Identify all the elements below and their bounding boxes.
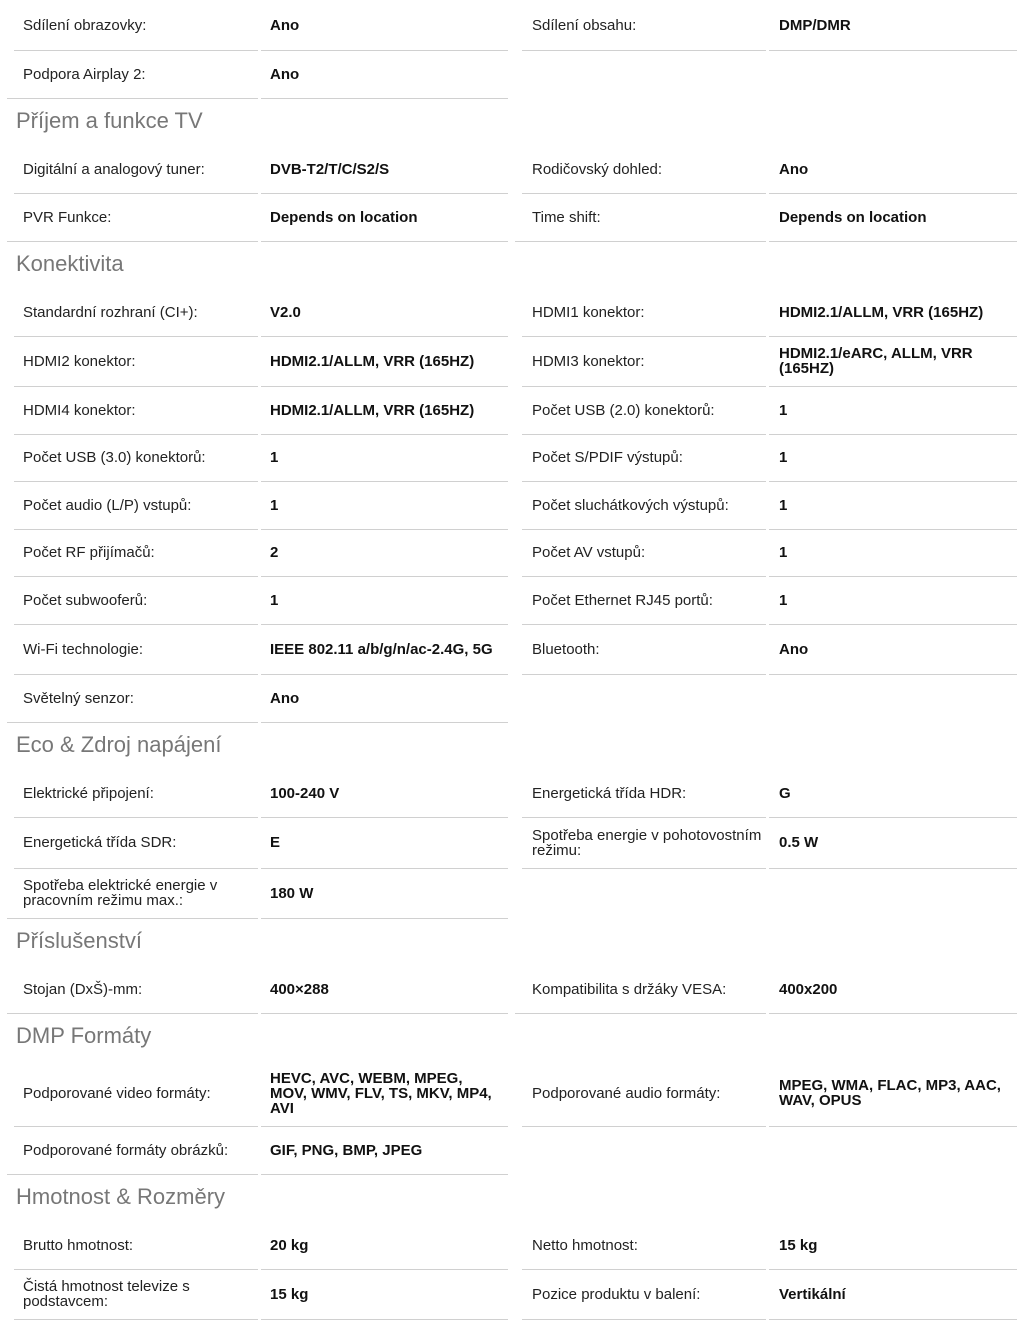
spec-value-pocet-av-vstupu: 1 bbox=[779, 544, 788, 561]
row-divider bbox=[515, 1013, 766, 1014]
spec-label-podpora-airplay-2: Podpora Airplay 2: bbox=[23, 65, 146, 83]
spec-label-brutto-hmotnost: Brutto hmotnost: bbox=[23, 1236, 134, 1254]
row-divider bbox=[769, 1013, 1017, 1014]
row-divider bbox=[7, 1174, 258, 1175]
spec-label-digitalni-a-analogovy-tuner: Digitální a analogový tuner: bbox=[23, 161, 205, 178]
spec-label-hdmi3-konektor: HDMI3 konektor: bbox=[532, 352, 645, 370]
spec-value-podporovane-audio-formaty: MPEG, WMA, FLAC, MP3, AAC, WAV, OPUS bbox=[779, 1077, 1001, 1109]
row-divider bbox=[769, 241, 1017, 242]
spec-value-digitalni-a-analogovy-tuner: DVB-T2/T/C/S2/S bbox=[270, 161, 390, 178]
spec-value-pocet-s-pdif-vystupu: 1 bbox=[779, 449, 788, 466]
row-divider bbox=[769, 50, 1017, 51]
section-heading: Příjem a funkce TV bbox=[16, 108, 203, 133]
spec-value-hdmi4-konektor: HDMI2.1/ALLM, VRR (165HZ) bbox=[270, 401, 475, 419]
spec-value-spotreba-energie-v-pohotovostnim-rezimu: 0.5 W bbox=[779, 834, 819, 851]
row-divider bbox=[522, 50, 766, 51]
spec-label-standardni-rozhrani-ci: Standardní rozhraní (CI+): bbox=[23, 303, 198, 321]
spec-value-bluetooth: Ano bbox=[779, 640, 809, 658]
spec-label-svetelny-senzor: Světelný senzor: bbox=[23, 689, 134, 707]
spec-value-pocet-rf-prijimacu: 2 bbox=[270, 544, 279, 561]
spec-value-spotreba-elektricke-energie-v-pracovnim-: 180 W bbox=[270, 884, 314, 902]
spec-value-pocet-usb-3-0-konektoru: 1 bbox=[270, 449, 279, 466]
row-divider bbox=[7, 722, 258, 723]
spec-label-pocet-ethernet-rj45-portu: Počet Ethernet RJ45 portů: bbox=[532, 591, 713, 609]
spec-value-cista-hmotnost-televize-s-podstavcem: 15 kg bbox=[270, 1285, 309, 1303]
spec-value-netto-hmotnost: 15 kg bbox=[779, 1236, 818, 1254]
row-divider bbox=[769, 868, 1017, 869]
spec-label-bluetooth: Bluetooth: bbox=[532, 640, 600, 658]
spec-value-svetelny-senzor: Ano bbox=[270, 689, 300, 707]
row-divider bbox=[261, 722, 508, 723]
spec-label-podporovane-video-formaty: Podporované video formáty: bbox=[23, 1084, 211, 1102]
spec-value-pocet-subwooferu: 1 bbox=[270, 591, 279, 609]
row-divider bbox=[261, 918, 508, 919]
spec-label-pozice-produktu-v-baleni: Pozice produktu v balení: bbox=[532, 1285, 701, 1303]
spec-value-pocet-ethernet-rj45-portu: 1 bbox=[779, 591, 788, 609]
row-divider bbox=[261, 1174, 508, 1175]
spec-value-pocet-usb-2-0-konektoru: 1 bbox=[779, 401, 788, 419]
spec-value-pozice-produktu-v-baleni: Vertikální bbox=[779, 1285, 846, 1303]
spec-label-pocet-usb-2-0-konektoru: Počet USB (2.0) konektorů: bbox=[532, 401, 715, 419]
spec-label-energeticka-trida-hdr: Energetická třída HDR: bbox=[532, 784, 687, 802]
spec-label-pocet-sluchatkovych-vystupu: Počet sluchátkových výstupů: bbox=[532, 496, 729, 514]
row-divider bbox=[14, 1319, 258, 1320]
spec-label-podporovane-audio-formaty: Podporované audio formáty: bbox=[532, 1084, 721, 1102]
spec-label-hdmi1-konektor: HDMI1 konektor: bbox=[532, 303, 645, 321]
spec-label-kompatibilita-s-drzaky-vesa: Kompatibilita s držáky VESA: bbox=[532, 980, 727, 998]
spec-value-pocet-sluchatkovych-vystupu: 1 bbox=[779, 496, 788, 514]
spec-value-hdmi1-konektor: HDMI2.1/ALLM, VRR (165HZ) bbox=[779, 303, 984, 321]
spec-value-standardni-rozhrani-ci: V2.0 bbox=[270, 303, 301, 321]
spec-value-sdileni-obrazovky: Ano bbox=[270, 16, 300, 34]
spec-label-time-shift: Time shift: bbox=[532, 208, 601, 226]
row-divider bbox=[522, 1319, 766, 1320]
section-heading: Konektivita bbox=[16, 251, 124, 276]
section-heading: DMP Formáty bbox=[16, 1023, 152, 1048]
spec-label-pocet-rf-prijimacu: Počet RF přijímačů: bbox=[23, 544, 155, 561]
spec-value-hdmi2-konektor: HDMI2.1/ALLM, VRR (165HZ) bbox=[270, 352, 475, 370]
spec-value-elektricke-pripojeni: 100-240 V bbox=[270, 784, 340, 802]
spec-label-spotreba-elektricke-energie-v-pracovnim-: Spotřeba elektrické energie v pracovním režimu max.: bbox=[23, 877, 218, 909]
spec-label-podporovane-formaty-obrazku: Podporované formáty obrázků: bbox=[23, 1141, 229, 1159]
spec-value-podpora-airplay-2: Ano bbox=[270, 65, 300, 83]
spec-label-rodicovsky-dohled: Rodičovský dohled: bbox=[532, 161, 663, 178]
spec-value-sdileni-obsahu: DMP/DMR bbox=[779, 16, 851, 34]
section-heading: Hmotnost & Rozměry bbox=[16, 1184, 226, 1209]
spec-label-hdmi4-konektor: HDMI4 konektor: bbox=[23, 401, 136, 419]
row-divider bbox=[769, 674, 1017, 675]
spec-value-energeticka-trida-sdr: E bbox=[270, 834, 281, 851]
row-divider bbox=[261, 1319, 508, 1320]
spec-label-stojan-dxs-mm: Stojan (DxŠ)-mm: bbox=[23, 980, 143, 998]
spec-label-energeticka-trida-sdr: Energetická třída SDR: bbox=[23, 834, 177, 851]
spec-label-sdileni-obsahu: Sdílení obsahu: bbox=[532, 16, 637, 34]
spec-value-time-shift: Depends on location bbox=[779, 208, 927, 226]
spec-value-podporovane-formaty-obrazku: GIF, PNG, BMP, JPEG bbox=[270, 1141, 423, 1159]
spec-label-pocet-s-pdif-vystupu: Počet S/PDIF výstupů: bbox=[532, 449, 683, 466]
spec-label-elektricke-pripojeni: Elektrické připojení: bbox=[23, 784, 154, 802]
row-divider bbox=[522, 674, 766, 675]
row-divider bbox=[522, 868, 766, 869]
spec-value-podporovane-video-formaty: HEVC, AVC, WEBM, MPEG, MOV, WMV, FLV, TS, MKV, MP4, AVI bbox=[270, 1069, 492, 1117]
spec-value-wi-fi-technologie: IEEE 802.11 a/b/g/n/ac-2.4G, 5G bbox=[270, 640, 493, 658]
row-divider bbox=[7, 918, 258, 919]
row-divider bbox=[261, 241, 508, 242]
row-divider bbox=[515, 241, 766, 242]
spec-value-pocet-audio-l-p-vstupu: 1 bbox=[270, 496, 279, 514]
spec-label-sdileni-obrazovky: Sdílení obrazovky: bbox=[23, 16, 147, 34]
spec-value-pvr-funkce: Depends on location bbox=[270, 208, 418, 226]
spec-label-pocet-usb-3-0-konektoru: Počet USB (3.0) konektorů: bbox=[23, 449, 206, 466]
spec-value-brutto-hmotnost: 20 kg bbox=[270, 1236, 309, 1254]
spec-label-netto-hmotnost: Netto hmotnost: bbox=[532, 1236, 638, 1254]
section-heading: Eco & Zdroj napájení bbox=[16, 732, 222, 757]
spec-value-kompatibilita-s-drzaky-vesa: 400x200 bbox=[779, 980, 838, 998]
section-heading: Příslušenství bbox=[16, 928, 142, 953]
spec-label-cista-hmotnost-televize-s-podstavcem: Čistá hmotnost televize s podstavcem: bbox=[23, 1278, 190, 1310]
spec-label-spotreba-energie-v-pohotovostnim-rezimu: Spotřeba energie v pohotovostním režimu: bbox=[532, 826, 762, 859]
spec-label-hdmi2-konektor: HDMI2 konektor: bbox=[23, 352, 136, 370]
spec-label-pocet-audio-l-p-vstupu: Počet audio (L/P) vstupů: bbox=[23, 496, 192, 514]
spec-value-energeticka-trida-hdr: G bbox=[779, 784, 791, 802]
row-divider bbox=[7, 241, 258, 242]
row-divider bbox=[7, 98, 258, 99]
spec-value-hdmi3-konektor: HDMI2.1/eARC, ALLM, VRR (165HZ) bbox=[779, 345, 973, 377]
spec-label-pocet-av-vstupu: Počet AV vstupů: bbox=[532, 544, 646, 561]
row-divider bbox=[7, 1013, 258, 1014]
spec-value-stojan-dxs-mm: 400×288 bbox=[270, 980, 329, 998]
row-divider bbox=[769, 1126, 1017, 1127]
row-divider bbox=[769, 1319, 1017, 1320]
row-divider bbox=[261, 98, 508, 99]
spec-label-wi-fi-technologie: Wi-Fi technologie: bbox=[23, 640, 144, 658]
row-divider bbox=[261, 1013, 508, 1014]
spec-label-pocet-subwooferu: Počet subwooferů: bbox=[23, 591, 148, 609]
spec-label-pvr-funkce: PVR Funkce: bbox=[23, 208, 112, 226]
spec-value-rodicovsky-dohled: Ano bbox=[779, 161, 809, 178]
row-divider bbox=[522, 1126, 766, 1127]
